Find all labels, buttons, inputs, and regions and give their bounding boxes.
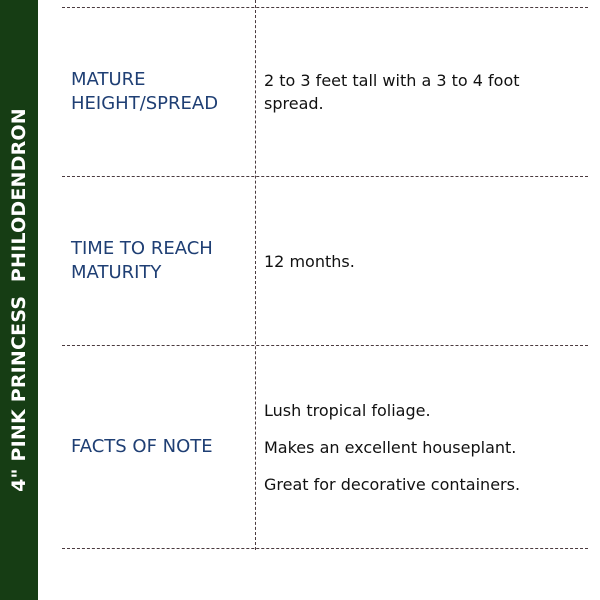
fact-item: Great for decorative containers. <box>264 474 521 494</box>
table-divider-bottom <box>62 548 588 549</box>
row-label-line: TIME TO REACH <box>71 238 213 259</box>
row-label <box>71 8 251 176</box>
product-title-vertical: 4" PINK PRINCESS PHILODENDRON <box>8 108 30 492</box>
row-value-line: 12 months. <box>264 251 355 271</box>
row-label-line: FACTS OF NOTE <box>71 436 213 457</box>
fact-item: Makes an excellent houseplant. <box>264 437 517 457</box>
product-side-banner <box>0 0 38 600</box>
row-value-line: 2 to 3 feet tall with a 3 to 4 foot <box>264 71 520 90</box>
row-value <box>264 177 584 345</box>
row-label-line: MATURITY <box>71 262 162 283</box>
row-label <box>71 346 251 548</box>
row-label-line: HEIGHT/SPREAD <box>71 93 219 114</box>
table-row-time-to-maturity <box>62 177 588 345</box>
row-value <box>264 8 584 176</box>
fact-item: Lush tropical foliage. <box>264 400 431 420</box>
row-value-line: spread. <box>264 94 324 113</box>
table-row-facts-of-note <box>62 346 588 548</box>
table-row-mature-height <box>62 8 588 176</box>
row-label <box>71 177 251 345</box>
facts-list <box>264 346 584 548</box>
row-label-line: MATURE <box>71 69 146 90</box>
